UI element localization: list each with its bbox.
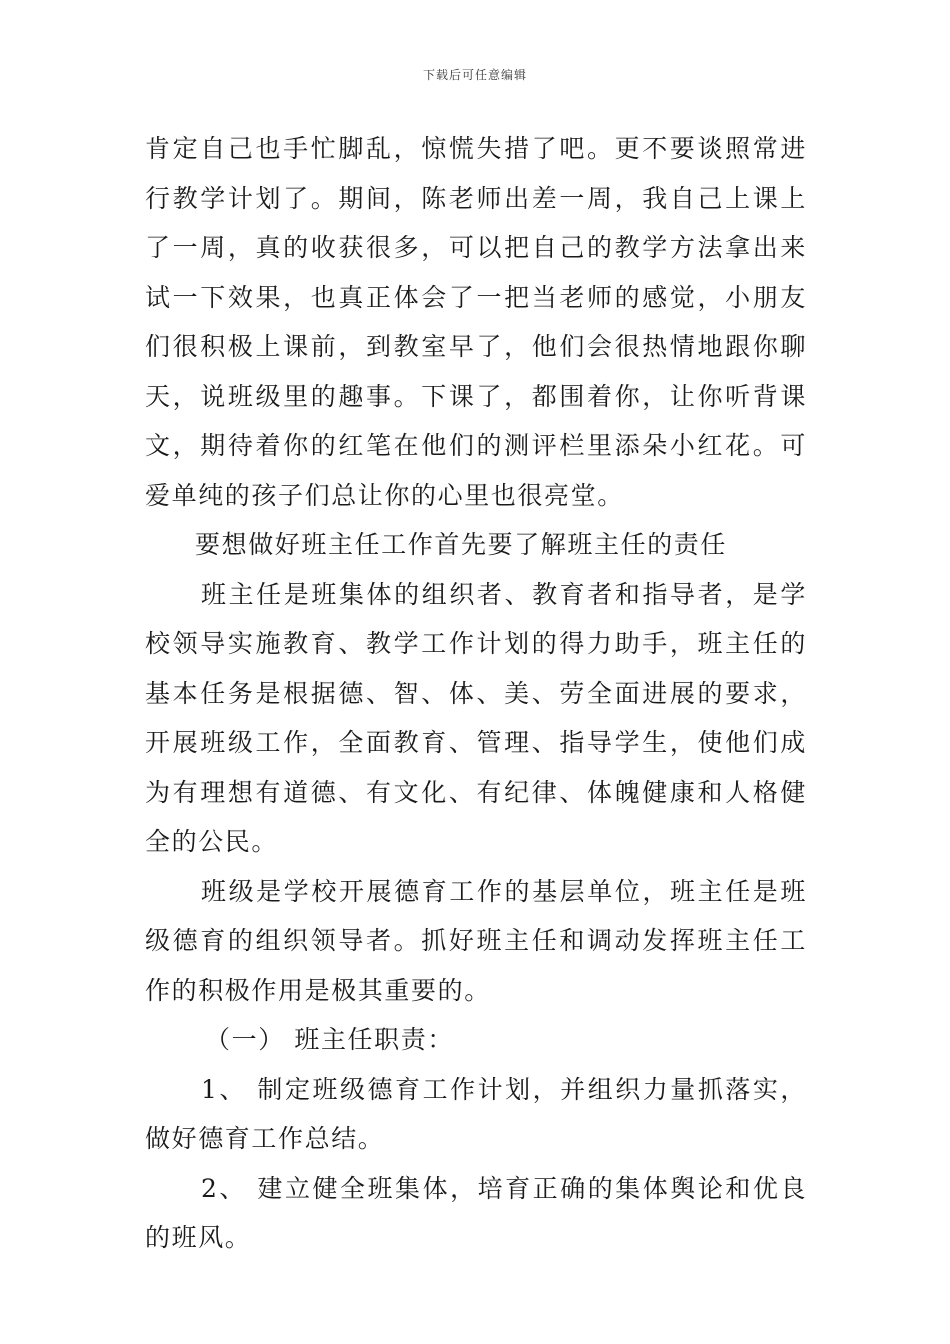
paragraph-class-unit: 班级是学校开展德育工作的基层单位，班主任是班级德育的组织领导者。抓好班主任和调动发挥班主任工作的积极作用是极其重要的。 (145, 876, 807, 1005)
paragraph-section-intro: 要想做好班主任工作首先要了解班主任的责任 (195, 530, 728, 559)
list-item-duty-1: 1、 制定班级德育工作计划，并组织力量抓落实，做好德育工作总结。 (145, 1074, 807, 1153)
paragraph-teaching-experience: 肯定自己也手忙脚乱，惊慌失措了吧。更不要谈照常进行教学计划了。期间，陈老师出差一周，我自己上课上了一周，真的收获很多，可以把自己的教学方法拿出来试一下效果，也真正体会了一把当老师的感觉，小朋友们很积极上课前，到教室早了，他们会很热情地跟你聊天，说班级里的趣事。下课了，都围着你，让你听背课文，期待着你的红笔在他们的测评栏里添朵小红花。可爱单纯的孩子们总让你的心里也很亮堂。 (145, 134, 807, 510)
page-header: 下载后可任意编辑 (422, 68, 527, 82)
document-body (145, 124, 807, 1263)
paragraph-head-teacher-role: 班主任是班集体的组织者、教育者和指导者，是学校领导实施教育、教学工作计划的得力助手，班主任的基本任务是根据德、智、体、美、劳全面进展的要求，开展班级工作，全面教育、管理、指导学生，使他们成为有理想有道德、有文化、有纪律、体魄健康和人格健全的公民。 (145, 579, 807, 856)
heading-duties: （一） 班主任职责： (205, 1025, 454, 1054)
list-item-duty-2: 2、 建立健全班集体，培育正确的集体舆论和优良的班风。 (145, 1173, 807, 1252)
